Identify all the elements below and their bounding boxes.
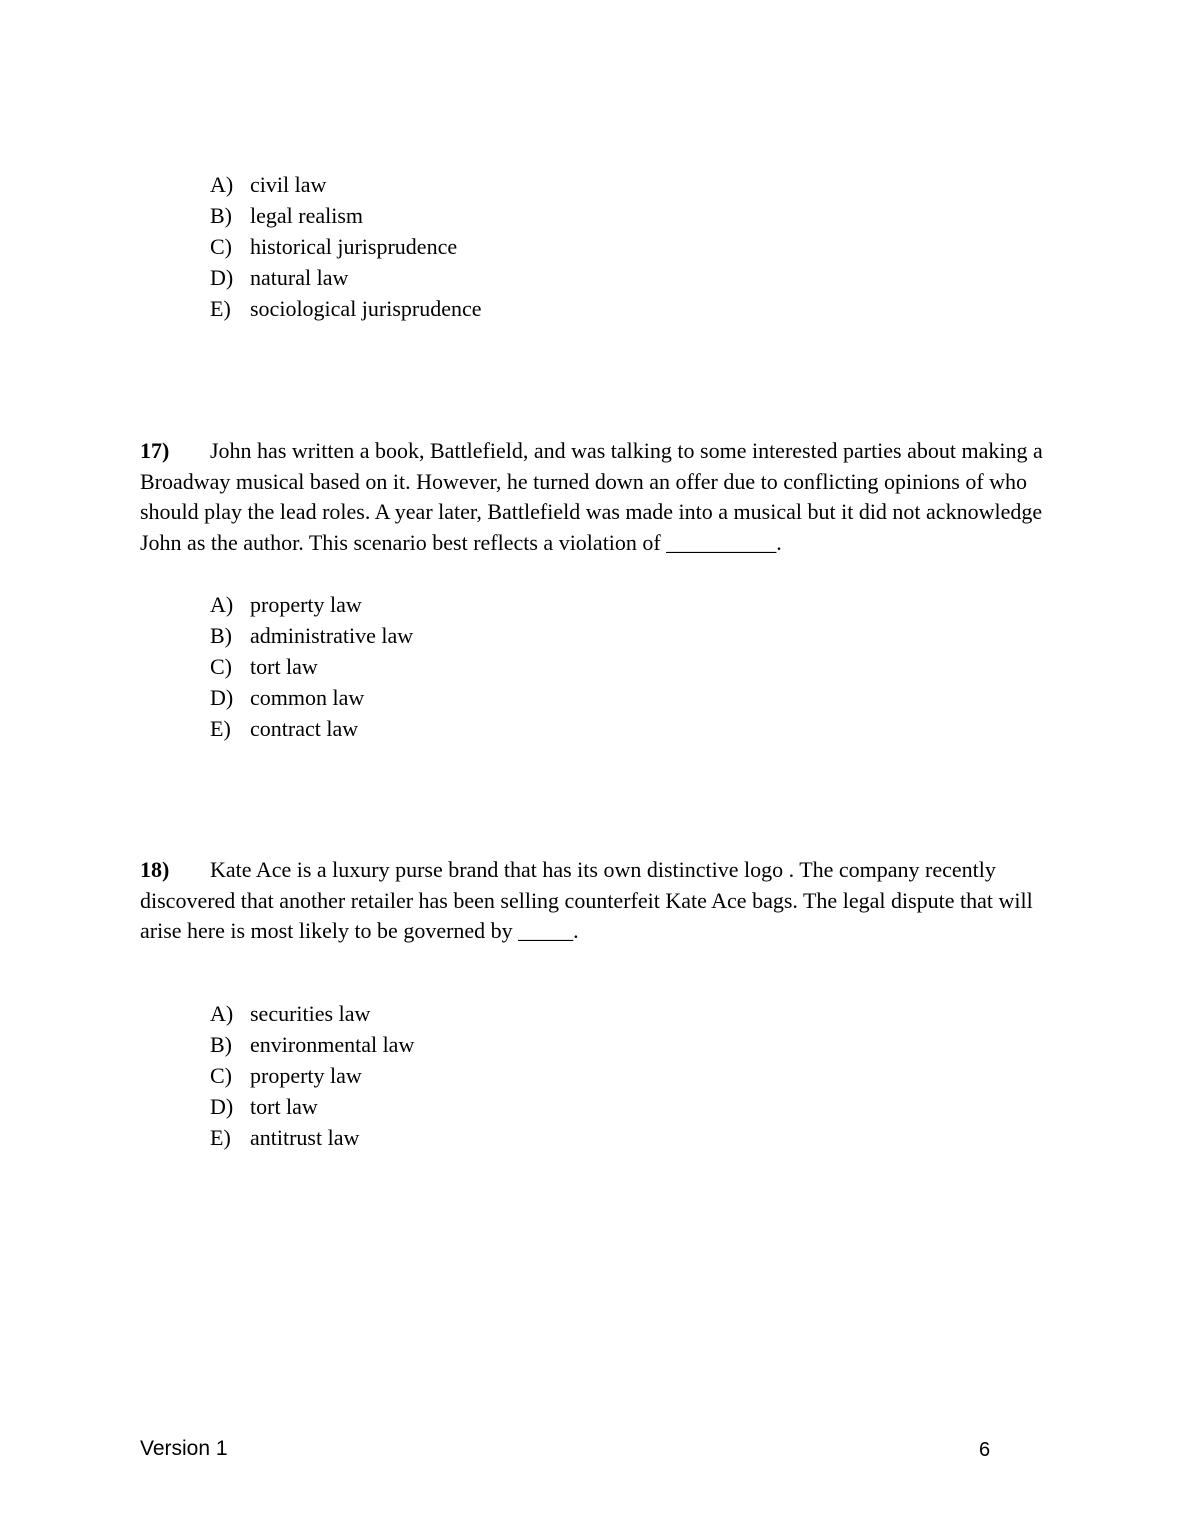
option-text: common law (250, 685, 365, 710)
q18-option-c (210, 1060, 414, 1091)
q16-option-d (210, 262, 482, 293)
q18-option-d (210, 1091, 414, 1122)
q17-options-list (210, 589, 413, 744)
q18-option-e (210, 1122, 414, 1153)
q17-option-b (210, 620, 413, 651)
option-letter: B) (210, 1032, 232, 1057)
option-letter: D) (210, 265, 234, 290)
option-text: sociological jurisprudence (250, 296, 482, 321)
question-17 (140, 436, 1055, 558)
q17-option-e (210, 713, 413, 744)
q17-option-d (210, 682, 413, 713)
option-letter: E) (210, 1125, 231, 1150)
option-letter: E) (210, 716, 231, 741)
option-letter: A) (210, 172, 234, 197)
option-letter: C) (210, 1063, 232, 1088)
option-text: antitrust law (250, 1125, 360, 1150)
option-text: contract law (250, 716, 359, 741)
q18-option-b (210, 1029, 414, 1060)
option-letter: A) (210, 1001, 234, 1026)
option-letter: C) (210, 234, 232, 259)
q16-option-c (210, 231, 482, 262)
q16-option-a (210, 169, 482, 200)
footer-page-number: 6 (979, 1439, 991, 1461)
option-letter: B) (210, 203, 232, 228)
option-text: natural law (250, 265, 349, 290)
option-text: securities law (250, 1001, 371, 1026)
question-number: 17) (140, 438, 170, 463)
option-letter: A) (210, 592, 234, 617)
question-text: Kate Ace is a luxury purse brand that has its own distinctive logo . The company recently discovered that another retailer has been selling counterfeit Kate Ace bags. The legal dispute that will arise here is most likely to be governed by _____. (140, 857, 1033, 943)
option-letter: C) (210, 654, 232, 679)
footer-version: Version 1 (140, 1437, 228, 1460)
option-letter: B) (210, 623, 232, 648)
q18-option-a (210, 998, 414, 1029)
option-text: historical jurisprudence (250, 234, 458, 259)
question-18 (140, 855, 1055, 947)
option-text: legal realism (250, 203, 364, 228)
q16-options-list (210, 169, 482, 324)
q17-option-a (210, 589, 413, 620)
option-text: administrative law (250, 623, 414, 648)
q16-option-e (210, 293, 482, 324)
option-letter: D) (210, 1094, 234, 1119)
option-text: environmental law (250, 1032, 415, 1057)
q17-option-c (210, 651, 413, 682)
option-text: civil law (250, 172, 327, 197)
option-text: property law (250, 592, 362, 617)
option-letter: E) (210, 296, 231, 321)
option-text: property law (250, 1063, 362, 1088)
q16-option-b (210, 200, 482, 231)
option-text: tort law (250, 654, 318, 679)
question-number: 18) (140, 857, 170, 882)
question-text: John has written a book, Battlefield, and was talking to some interested parties about making a Broadway musical based on it. However, he turned down an offer due to conflicting opinions of who should play the lead roles. A year later, Battlefield was made into a musical but it did not acknowledge John as the author. This scenario best reflects a violation of __________. (140, 438, 1043, 555)
q18-options-list (210, 998, 414, 1153)
option-text: tort law (250, 1094, 318, 1119)
option-letter: D) (210, 685, 234, 710)
